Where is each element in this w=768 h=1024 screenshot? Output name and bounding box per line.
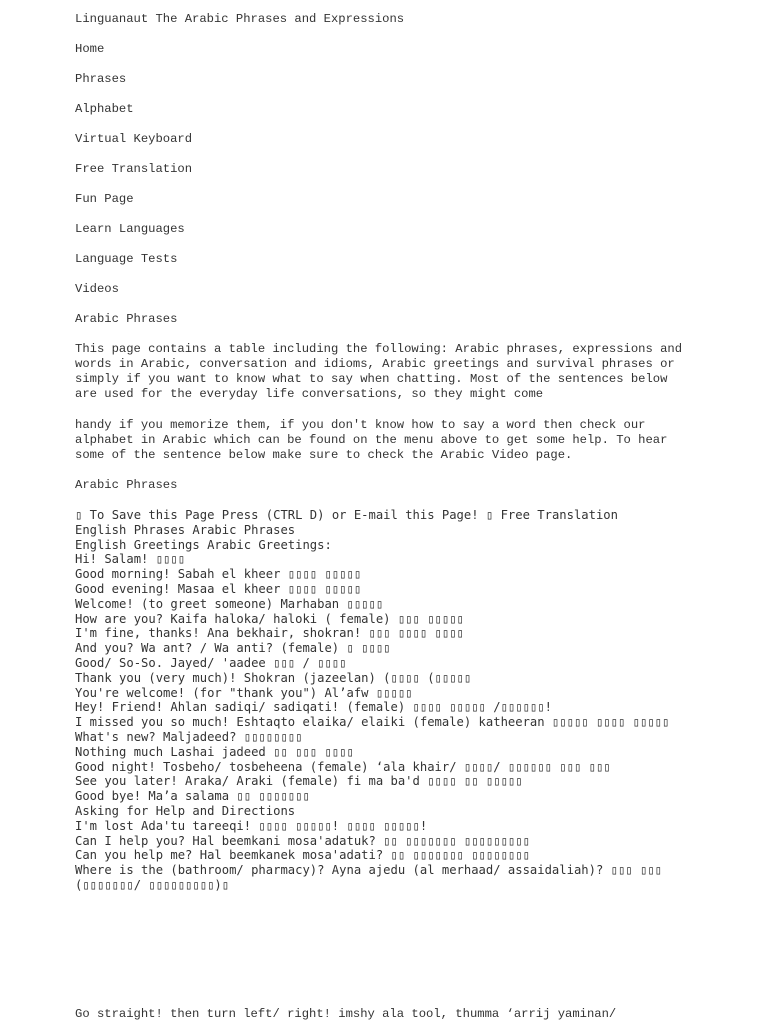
main-nav bbox=[75, 42, 685, 297]
intro-paragraph-1: This page contains a table including the following: Arabic phrases, expressions and words in Arabic, conversation and idioms, Arabic greetings and survival phrases or simply if you want to know what to say when chatting. Most of the sentences below are used for the everyday life conversations, so they might come bbox=[75, 342, 683, 401]
block-spacer bbox=[75, 463, 685, 478]
nav-item-learn-languages[interactable]: Learn Languages bbox=[75, 222, 185, 236]
save-page-line bbox=[75, 508, 685, 523]
intro-paragraph-2: handy if you memorize them, if you don't know how to say a word then check our alphabet in Arabic which can be found on the menu above to get some help. To hear some of the sentence below make sure to check the Arabic Video page. bbox=[75, 418, 668, 462]
phrase-row: Where is the (bathroom/ pharmacy)? Ayna ajedu (al merhaad/ assaidaliah)? ▯▯▯ ▯▯▯ (▯▯▯▯▯▯▯/ ▯▯▯▯▯▯▯▯▯)▯ bbox=[75, 863, 662, 892]
translate-icon: ▯ bbox=[485, 508, 494, 522]
phrases-list bbox=[75, 552, 685, 804]
section-heading-2: Arabic Phrases bbox=[75, 478, 178, 492]
nav-item-videos[interactable]: Videos bbox=[75, 282, 119, 296]
phrase-row: Welcome! (to greet someone) Marhaban ▯▯▯▯▯ bbox=[75, 596, 384, 611]
table-header: English Phrases Arabic Phrases bbox=[75, 522, 296, 537]
phrase-row: You're welcome! (for "thank you") Al’afw ▯▯▯▯▯ bbox=[75, 685, 413, 700]
nav-item-alphabet[interactable]: Alphabet bbox=[75, 102, 134, 116]
phrase-row: Hi! Salam! ▯▯▯▯ bbox=[75, 552, 186, 567]
phrase-row: Thank you (very much)! Shokran (jazeelan) (▯▯▯▯ (▯▯▯▯▯ bbox=[75, 670, 472, 685]
phrase-row: How are you? Kaifa haloka/ haloki ( female) ▯▯▯ ▯▯▯▯▯ bbox=[75, 611, 464, 626]
free-translation-link[interactable]: Free Translation bbox=[493, 508, 618, 522]
section-heading: Arabic Phrases bbox=[75, 312, 178, 326]
bookmark-icon: ▯ bbox=[75, 508, 83, 522]
nav-item-home[interactable]: Home bbox=[75, 42, 105, 56]
phrase-row: Good/ So-So. Jayed/ 'aadee ▯▯▯ / ▯▯▯▯ bbox=[75, 655, 347, 670]
nav-item-virtual-keyboard[interactable]: Virtual Keyboard bbox=[75, 132, 193, 146]
page-content bbox=[75, 12, 685, 893]
nav-item-fun-page[interactable]: Fun Page bbox=[75, 192, 134, 206]
phrase-row: I'm fine, thanks! Ana bekhair, shokran! ▯▯▯ ▯▯▯▯ ▯▯▯▯ bbox=[75, 626, 464, 641]
greetings-section-header: English Greetings Arabic Greetings: bbox=[75, 537, 332, 552]
phrase-row: Can you help me? Hal beemkanek mosa'adati? ▯▯ ▯▯▯▯▯▯▯ ▯▯▯▯▯▯▯▯ bbox=[75, 848, 530, 863]
phrase-row: And you? Wa ant? / Wa anti? (female) ▯ ▯▯▯▯ bbox=[75, 641, 391, 656]
directions-phrase: Go straight! then turn left/ right! imshy ala tool, thumma ‘arrij yaminan/ bbox=[75, 1007, 617, 1021]
nav-item-language-tests[interactable]: Language Tests bbox=[75, 252, 178, 266]
phrase-row: Hey! Friend! Ahlan sadiqi/ sadiqati! (female) ▯▯▯▯ ▯▯▯▯▯ /▯▯▯▯▯▯! bbox=[75, 700, 552, 715]
help-phrases-list bbox=[75, 819, 685, 893]
nav-item-free-translation[interactable]: Free Translation bbox=[75, 162, 193, 176]
phrase-row: Good morning! Sabah el kheer ▯▯▯▯ ▯▯▯▯▯ bbox=[75, 567, 362, 582]
save-page-text: To Save this Page Press (CTRL D) or E-mail this Page! bbox=[82, 508, 486, 522]
phrase-row: What's new? Maljadeed? ▯▯▯▯▯▯▯▯ bbox=[75, 729, 303, 744]
phrase-row: Good evening! Masaa el kheer ▯▯▯▯ ▯▯▯▯▯ bbox=[75, 581, 362, 596]
phrase-row: I'm lost Ada'tu tareeqi! ▯▯▯▯ ▯▯▯▯▯! ▯▯▯▯ ▯▯▯▯▯! bbox=[75, 818, 428, 833]
phrase-row: Good bye! Ma’a salama ▯▯ ▯▯▯▯▯▯▯ bbox=[75, 789, 310, 804]
paragraph-spacer bbox=[75, 402, 685, 418]
phrase-row: Can I help you? Hal beemkani mosa'adatuk? ▯▯ ▯▯▯▯▯▯▯ ▯▯▯▯▯▯▯▯▯ bbox=[75, 833, 530, 848]
page-title: Linguanaut The Arabic Phrases and Expressions bbox=[75, 12, 405, 26]
phrase-row: Nothing much Lashai jadeed ▯▯ ▯▯▯ ▯▯▯▯ bbox=[75, 744, 354, 759]
phrase-row: I missed you so much! Eshtaqto elaika/ elaiki (female) katheeran ▯▯▯▯▯ ▯▯▯▯ ▯▯▯▯▯ bbox=[75, 715, 670, 730]
nav-item-phrases[interactable]: Phrases bbox=[75, 72, 127, 86]
phrase-row: Good night! Tosbeho/ tosbeheena (female) ‘ala khair/ ▯▯▯▯/ ▯▯▯▯▯▯ ▯▯▯ ▯▯▯ bbox=[75, 759, 611, 774]
help-section-header: Asking for Help and Directions bbox=[75, 803, 296, 818]
phrase-row: See you later! Araka/ Araki (female) fi ma ba'd ▯▯▯▯ ▯▯ ▯▯▯▯▯ bbox=[75, 774, 523, 789]
